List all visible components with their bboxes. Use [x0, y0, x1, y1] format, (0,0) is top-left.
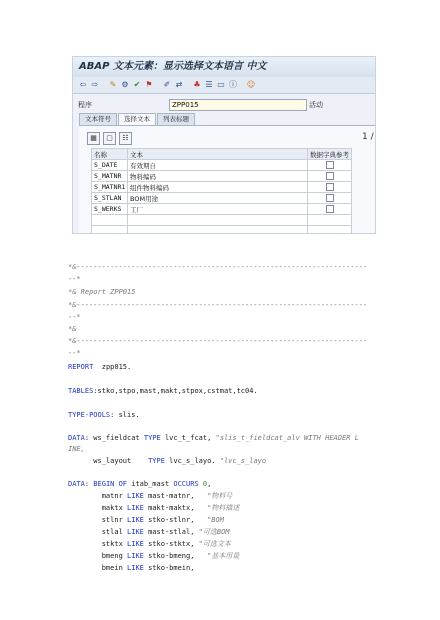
field-line: bmeng LIKE stko-bmeng, "基本用量 — [68, 552, 240, 560]
tab-text-symbols[interactable]: 文本符号 — [79, 113, 117, 125]
table-row[interactable] — [92, 171, 352, 182]
row-name: S_MATNR1 — [92, 182, 128, 193]
table-row[interactable] — [92, 182, 352, 193]
window-icon[interactable]: ▭ — [217, 80, 225, 89]
tables-statement: TABLES:stko,stpo,mast,makt,stpox,cstmat,tc04. — [68, 387, 258, 395]
other-object-icon[interactable]: ✎ — [109, 80, 117, 89]
field-line: bmein LIKE stko-bmein, — [68, 564, 195, 572]
field-line: matnr LIKE mast-matnr, "物料号 — [68, 492, 233, 500]
comment-line: --* — [68, 313, 81, 321]
dictionary-ref-checkbox[interactable] — [326, 172, 334, 180]
select-all-icon[interactable]: ▦ — [87, 132, 100, 145]
comment-line: *&--------------------------------------------------------------------- — [68, 301, 368, 309]
pencil-icon[interactable]: ✐ — [163, 80, 171, 89]
hierarchy-icon[interactable]: ♣ — [193, 80, 201, 89]
field-line: stlnr LIKE stko-stlnr, "BOM — [68, 516, 224, 524]
comment-line: *& Report ZPP015 — [68, 288, 136, 296]
back-arrow-icon[interactable]: ⇦ — [79, 80, 87, 89]
selection-texts-table — [91, 148, 352, 234]
sap-toolbar — [73, 77, 375, 94]
tab-strip — [79, 113, 195, 125]
column-header-name: 名称 — [92, 149, 128, 160]
field-line: stlal LIKE mast-stlal, "可选BOM — [68, 528, 230, 536]
row-text[interactable]: 物料编码 — [128, 171, 308, 182]
info-icon[interactable]: ⓘ — [229, 80, 237, 89]
selection-texts-panel — [79, 125, 375, 234]
table-row[interactable] — [92, 160, 352, 171]
table-row[interactable] — [92, 193, 352, 204]
dictionary-ref-checkbox[interactable] — [326, 183, 334, 191]
row-text[interactable]: 组件物料编码 — [128, 182, 308, 193]
page-indicator: 1 / — [362, 132, 374, 142]
empty-row — [92, 215, 352, 226]
program-field[interactable]: ZPP015 — [169, 99, 307, 111]
program-status: 活动 — [309, 101, 323, 109]
field-line: stktx LIKE stko-stktx, "可选文本 — [68, 540, 231, 548]
object-list-icon[interactable]: ☰ — [205, 80, 213, 89]
where-used-icon[interactable]: ⇄ — [175, 80, 183, 89]
column-header-text: 文本 — [128, 149, 308, 160]
sap-window-title: ABAP 文本元素：显示选择文本语言 中文 — [73, 57, 375, 77]
data-begin-of-line: DATA: BEGIN OF itab_mast OCCURS 0, — [68, 480, 212, 488]
data-fieldcat-line: DATA: ws_fieldcat TYPE lvc_t_fcat, "slis_t_fieldcat_alv WITH HEADER L — [68, 434, 359, 442]
dictionary-ref-checkbox[interactable] — [326, 161, 334, 169]
users-icon[interactable]: ☺ — [246, 80, 256, 89]
comment-line: *&--------------------------------------------------------------------- — [68, 263, 368, 271]
dictionary-ref-checkbox[interactable] — [326, 205, 334, 213]
report-statement: REPORT zpp015. — [68, 363, 132, 371]
table-toolbar — [87, 132, 132, 145]
row-name: S_MATNR — [92, 171, 128, 182]
table-row[interactable] — [92, 204, 352, 215]
display-change-icon[interactable]: ⚙ — [121, 80, 129, 89]
type-pools-statement: TYPE-POOLS: slis. — [68, 411, 140, 419]
dictionary-ref-checkbox[interactable] — [326, 194, 334, 202]
field-line: maktx LIKE makt-maktx, "物料描述 — [68, 504, 240, 512]
tab-list-headings[interactable]: 列表标题 — [157, 113, 195, 125]
sap-screenshot — [72, 56, 376, 234]
row-text[interactable]: 有效期自 — [128, 160, 308, 171]
tab-selection-texts[interactable]: 选择文本 — [118, 113, 156, 125]
program-label: 程序 — [78, 101, 92, 109]
activate-icon[interactable]: ⚑ — [145, 80, 153, 89]
column-header-dictionary-ref: 数据字典参考 — [308, 149, 352, 160]
comment-continuation: INE, — [68, 445, 85, 453]
row-name: S_WERKS — [92, 204, 128, 215]
row-name: S_DATE — [92, 160, 128, 171]
check-icon[interactable]: ✔ — [133, 80, 141, 89]
details-icon[interactable]: ☷ — [119, 132, 132, 145]
comment-line: --* — [68, 275, 81, 283]
deselect-all-icon[interactable]: ▢ — [103, 132, 116, 145]
row-text[interactable]: BOM用途 — [128, 193, 308, 204]
comment-line: *&--------------------------------------------------------------------- — [68, 337, 368, 345]
comment-line: --* — [68, 349, 81, 357]
data-layout-line: ws_layout TYPE lvc_s_layo. "lvc_s_layo — [68, 457, 267, 465]
forward-arrow-icon[interactable]: ⇨ — [91, 80, 99, 89]
empty-row — [92, 226, 352, 235]
row-name: S_STLAN — [92, 193, 128, 204]
row-text[interactable]: 工厂 — [128, 204, 308, 215]
comment-line: *& — [68, 325, 77, 333]
